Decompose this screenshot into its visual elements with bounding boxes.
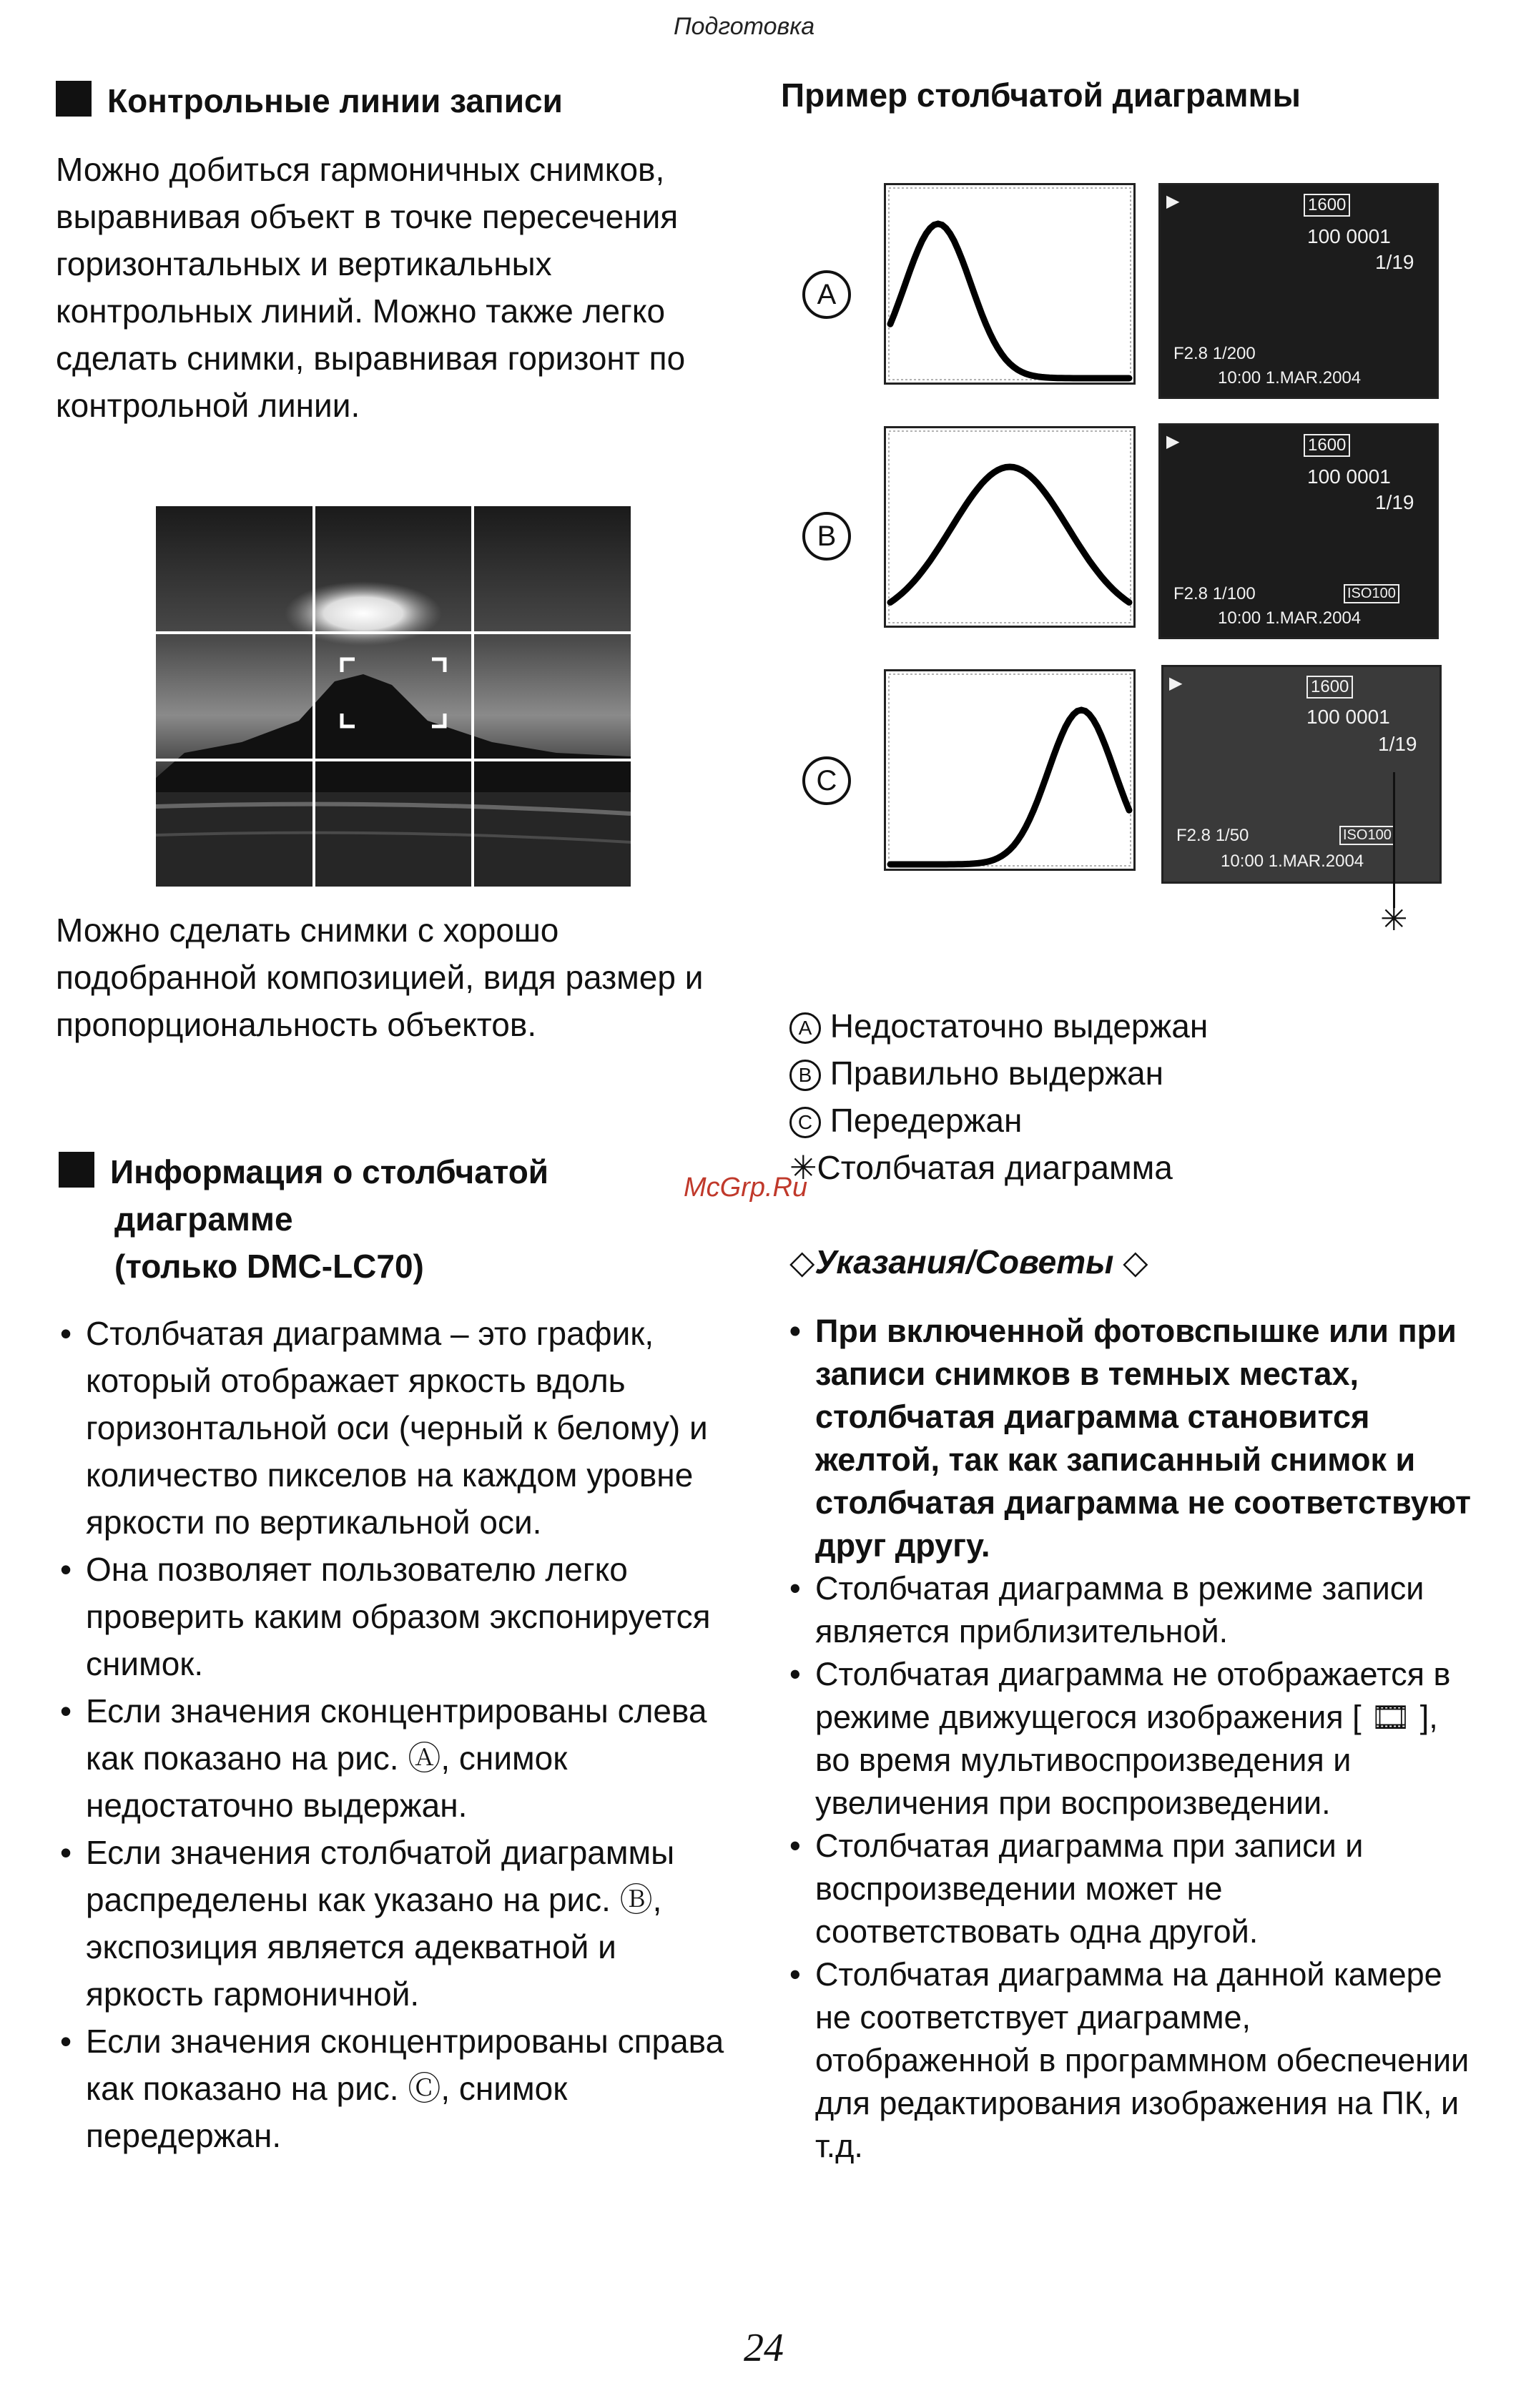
- tip-item: • Столбчатая диаграмма не отображается в режиме движущегося изображения [ 🎞 ], во время мультивоспроизведения и увеличения при воспроизведении.: [787, 1653, 1473, 1825]
- lcd-c: [1161, 665, 1442, 884]
- legend: [789, 1002, 1433, 1191]
- tip-item: • Столбчатая диаграмма при записи и воспроизведении может не соответствовать одна другой.: [787, 1825, 1473, 1953]
- quality-badge: 1600: [1304, 434, 1350, 457]
- guidelines-text: Можно добиться гармоничных снимков, выравнивая объект в точке пересечения горизонтальных и вертикальных контрольных линий. Можно также легко сделать снимки, выравнивая горизонт по контрольной линии.: [56, 151, 686, 424]
- bullet-item: • Если значения столбчатой диаграммы распределены как указано на рис. Ⓑ, экспозиция является адекватной и яркость гармоничной.: [57, 1829, 737, 2018]
- legend-text: Недостаточно выдержан: [830, 1007, 1209, 1045]
- section-title-line1: Информация о столбчатой: [110, 1153, 549, 1190]
- histogram-curve: [890, 710, 1129, 864]
- quality-badge: 1600: [1304, 194, 1350, 217]
- page-number: 24: [744, 2326, 784, 2370]
- legend-text: Правильно выдержан: [830, 1055, 1163, 1092]
- watermark: McGrp.Ru: [684, 1173, 808, 1203]
- tip-item-bold: • При включенной фотовспышке или при записи снимков в темных местах, столбчатая диаграмма становится желтой, так как записанный снимок и столбчатая диаграмма не соответствуют друг другу.: [787, 1310, 1473, 1567]
- section-title-line3: (только DMC-LC70): [114, 1248, 424, 1285]
- legend-text: Передержан: [830, 1102, 1023, 1139]
- frame-count: 1/19: [1375, 491, 1414, 513]
- photo-caption: Можно сделать снимки с хорошо подобранной композицией, видя размер и пропорциональность объектов.: [56, 912, 704, 1043]
- histogram-curve: [890, 467, 1129, 603]
- frame-count: 1/19: [1378, 733, 1417, 755]
- section-title-line2: диаграмме: [114, 1200, 293, 1238]
- label-c: C: [802, 756, 851, 805]
- legend-mark: A: [789, 1012, 821, 1044]
- section-square-icon: [59, 1152, 94, 1188]
- datetime: 10:00 1.MAR.2004: [1221, 852, 1364, 871]
- diamond-icon: ◇: [789, 1243, 815, 1281]
- page-header: Подготовка: [674, 13, 815, 40]
- file-number: 100 0001: [1307, 465, 1391, 488]
- exposure-info: F2.8 1/200: [1173, 344, 1256, 363]
- section-title-guidelines: [56, 77, 757, 124]
- legend-item-b: [789, 1050, 1433, 1097]
- play-icon: ▶: [1166, 432, 1180, 451]
- iso-badge: ISO100: [1339, 826, 1395, 845]
- tip-item: • Столбчатая диаграмма на данной камере не соответствует диаграмме, отображенной в программном обеспечении для редактирования изображения на ПК, и т.д.: [787, 1953, 1473, 2168]
- histogram-curve: [890, 224, 1129, 378]
- tips-list: [787, 1310, 1473, 2168]
- iso-badge: ISO100: [1344, 584, 1399, 603]
- diamond-icon: ◇: [1123, 1243, 1148, 1281]
- legend-mark: C: [789, 1107, 821, 1138]
- histogram-b: [884, 426, 1136, 628]
- exposure-info: F2.8 1/50: [1176, 826, 1249, 845]
- example-title: Пример столбчатой диаграммы: [781, 77, 1301, 114]
- play-icon: ▶: [1166, 192, 1180, 211]
- histogram-chart-c: [886, 671, 1133, 869]
- asterisk-marker: ✳: [1380, 900, 1408, 937]
- section-title-text: Контрольные линии записи: [107, 82, 563, 119]
- bullet-item: • Если значения сконцентрированы слева как показано на рис. Ⓐ, снимок недостаточно выдержан.: [57, 1687, 737, 1829]
- lcd-b: [1158, 423, 1439, 639]
- histogram-chart-b: [886, 428, 1133, 626]
- tips-title-text: Указания/Советы: [814, 1243, 1114, 1281]
- frame-count: 1/19: [1375, 251, 1414, 273]
- legend-mark: B: [789, 1060, 821, 1091]
- exposure-info: F2.8 1/100: [1173, 584, 1256, 603]
- quality-badge: 1600: [1306, 676, 1353, 699]
- legend-item-asterisk: [789, 1144, 1433, 1191]
- legend-text: Столбчатая диаграмма: [817, 1149, 1173, 1186]
- section-title-histogram: [59, 1148, 745, 1290]
- legend-mark: ✳: [789, 1149, 817, 1186]
- histogram-pointer-line: [1393, 772, 1395, 908]
- histogram-a: [884, 183, 1136, 385]
- label-b: B: [802, 512, 851, 561]
- lcd-a: [1158, 183, 1439, 399]
- legend-item-a: [789, 1002, 1433, 1050]
- section-square-icon: [56, 81, 92, 117]
- histogram-c: [884, 669, 1136, 871]
- guideline-photo: [156, 506, 631, 887]
- play-icon: ▶: [1169, 673, 1183, 693]
- datetime: 10:00 1.MAR.2004: [1218, 368, 1362, 388]
- bullet-item: • Если значения сконцентрированы справа как показано на рис. Ⓒ, снимок передержан.: [57, 2018, 737, 2159]
- histogram-chart-a: [886, 185, 1133, 383]
- tips-title: [789, 1243, 1148, 1281]
- legend-item-c: [789, 1097, 1433, 1144]
- bullet-item: • Столбчатая диаграмма – это график, который отображает яркость вдоль горизонтальной оси (черный к белому) и количество пикселов на каждом уровне яркости по вертикальной оси.: [57, 1310, 737, 1546]
- datetime: 10:00 1.MAR.2004: [1218, 608, 1362, 628]
- label-a: A: [802, 270, 851, 319]
- bullet-item: • Она позволяет пользователю легко проверить каким образом экспонируется снимок.: [57, 1546, 737, 1687]
- file-number: 100 0001: [1307, 225, 1391, 247]
- histogram-bullets: [57, 1310, 737, 2159]
- file-number: 100 0001: [1306, 706, 1390, 728]
- tip-item: • Столбчатая диаграмма в режиме записи является приблизительной.: [787, 1567, 1473, 1653]
